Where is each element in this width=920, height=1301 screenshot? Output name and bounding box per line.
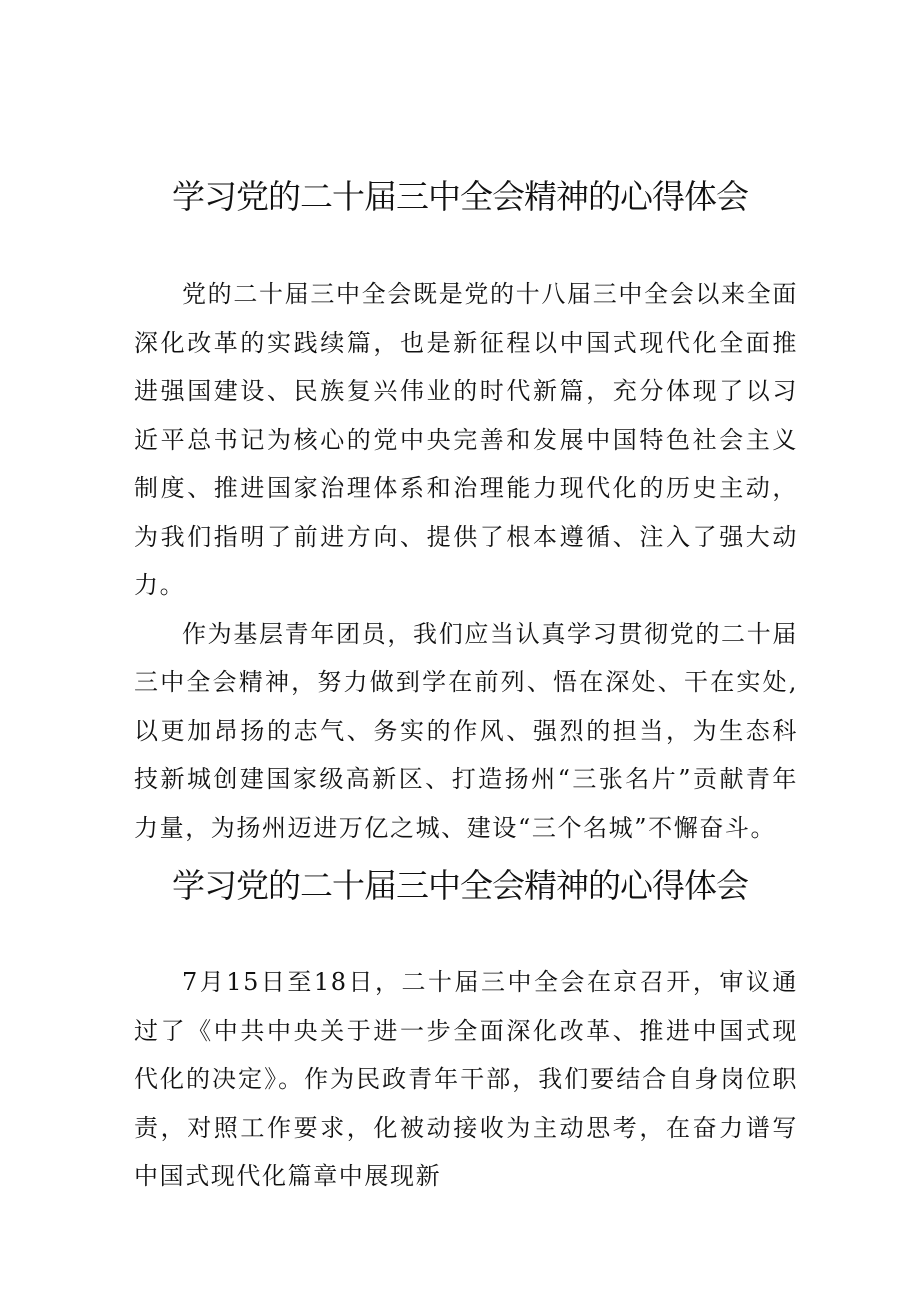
article-title-2: 学习党的二十届三中全会精神的心得体会 <box>172 866 748 905</box>
paragraph-1-1: 党的二十届三中全会既是党的十八届三中全会以来全面深化改革的实践续篇，也是新征程以中国式现代化全面推进强国建设、民族复兴伟业的时代新篇，充分体现了以习近平总书记为核心的党中央完善和发展中国特色社会主义制度、推进国家治理体系和治理能力现代化的历史主动，为我们指明了前进方向、提供了根本遵循、注入了强大动力。 <box>134 280 798 599</box>
article-body-2 <box>134 958 798 1201</box>
article-body-1 <box>134 270 798 852</box>
paragraph-2-1: 7月15日至18日，二十届三中全会在京召开，审议通过了《中共中央关于进一步全面深化改革、推进中国式现代化的决定》。作为民政青年干部，我们要结合自身岗位职责，对照工作要求，化被动接收为主动思考，在奋力谱写中国式现代化篇章中展现新 <box>134 968 798 1190</box>
article-title-1: 学习党的二十届三中全会精神的心得体会 <box>172 177 748 216</box>
paragraph-1-2: 作为基层青年团员，我们应当认真学习贯彻党的二十届三中全会精神，努力做到学在前列、悟在深处、干在实处,以更加昂扬的志气、务实的作风、强烈的担当，为生态科技新城创建国家级高新区、打造扬州“三张名片”贡献青年力量，为扬州迈进万亿之城、建设“三个名城”不懈奋斗。 <box>134 619 798 842</box>
